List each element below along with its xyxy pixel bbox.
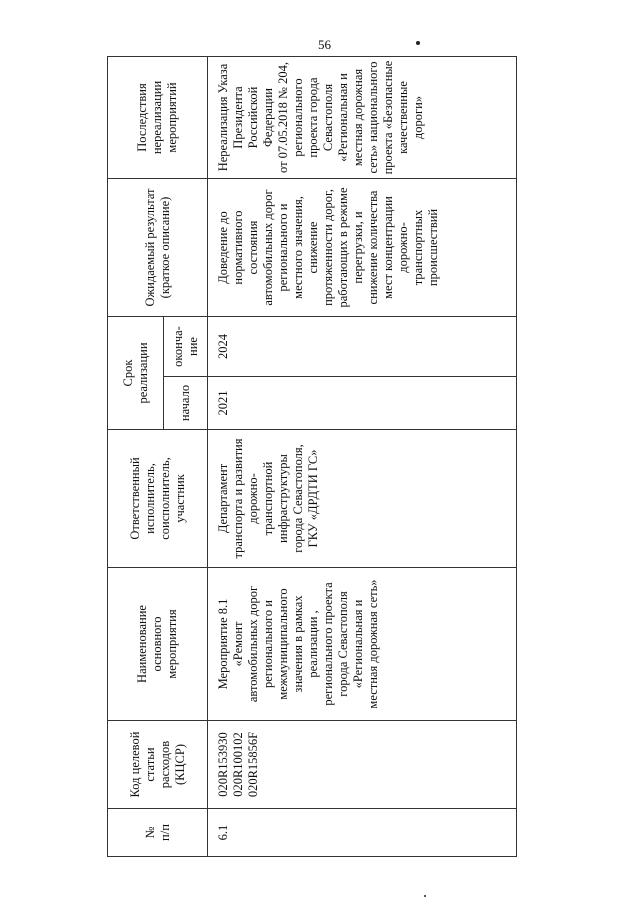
header-result: Ожидаемый результат (краткое описание) xyxy=(108,179,208,317)
header-period: Срок реализации xyxy=(108,317,164,430)
cell-start: 2021 xyxy=(208,377,517,430)
header-name: Наименование основного мероприятия xyxy=(108,568,208,721)
header-period-end: оконча- ние xyxy=(164,317,208,377)
cell-code: 020R153930 020R100102 020R15856F xyxy=(208,721,517,809)
cell-executor: Департамент транспорта и развития дорожно- транспортной инфраструктуры города Севастополя, ГКУ «ДРДТИ ГС» xyxy=(208,430,517,568)
header-code: Код целевой статьи расходов (КЦСР) xyxy=(108,721,208,809)
cell-end: 2024 xyxy=(208,317,517,377)
cell-result: Доведение до нормативного состояния автомобильных дорог регионального и местного значения, снижение протяженности дорог, работающих в режиме перегрузки, и снижение количества мест концентрации дорожно- транспортных происшествий xyxy=(208,179,517,317)
measures-table xyxy=(107,56,517,857)
ink-dot xyxy=(416,41,420,45)
cell-consequences: Нереализация Указа Президента Российской Федерации от 07.05.2018 № 204, регионального проекта города Севастополя «Региональная и местная дорожная сеть» национального проекта «Безопасные качественные дороги» xyxy=(208,57,517,179)
ink-dot xyxy=(424,895,426,897)
header-row xyxy=(108,57,164,857)
page-number: 56 xyxy=(318,37,331,52)
cell-name: Мероприятие 8.1 «Ремонт автомобильных дорог регионального и межмуниципального значения в рамках реализации , регионального проекта города Севастополя «Региональная и местная дорожная сеть» xyxy=(208,568,517,721)
header-executor: Ответственный исполнитель, соисполнитель, участник xyxy=(108,430,208,568)
rotated-table-container xyxy=(107,57,517,857)
header-num: № п/п xyxy=(108,809,208,857)
header-period-start: начало xyxy=(164,377,208,430)
cell-num: 6.1 xyxy=(208,809,517,857)
header-consequences: Последствия нереализации мероприятий xyxy=(108,57,208,179)
table-row xyxy=(208,57,517,857)
